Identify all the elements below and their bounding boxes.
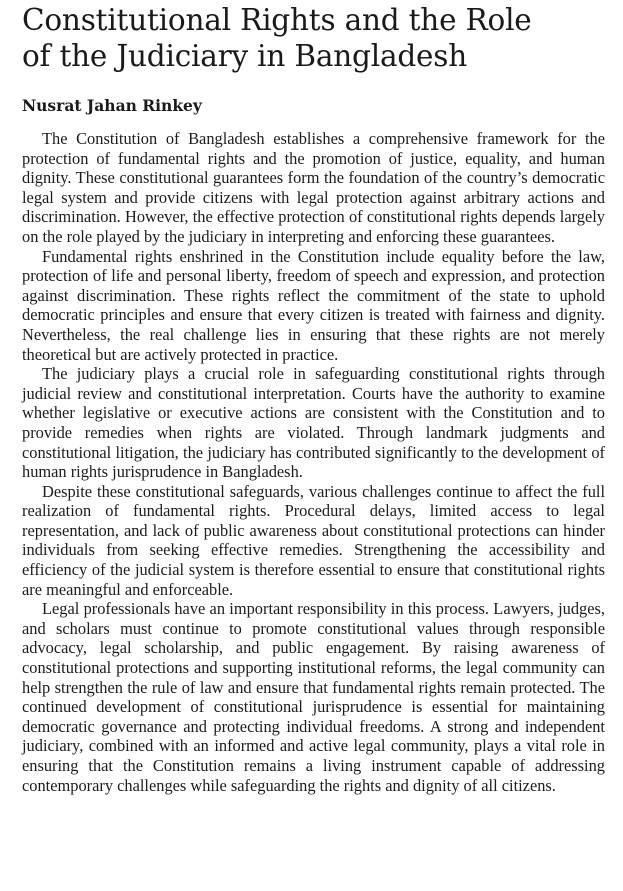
- paragraph: The Constitution of Bangladesh establishes a comprehensive framework for the protection of fundamental rights and the promotion of justice, equality, and human dignity. These constitutional guarantees form the foundation of the country’s democratic legal system and provide citizens with legal protection against arbitrary actions and discrimination. However, the effective protection of constitutional rights depends largely on the role played by the judiciary in interpreting and enforcing these guarantees.: [22, 129, 605, 246]
- article-title: [22, 2, 605, 74]
- paragraph: Fundamental rights enshrined in the Constitution include equality before the law, protection of life and personal liberty, freedom of speech and expression, and protection against discrimination. These rights reflect the commitment of the state to uphold democratic principles and ensure that every citizen is treated with fairness and dignity. Nevertheless, the real challenge lies in ensuring that these rights are not merely theoretical but are actively protected in practice.: [22, 246, 605, 364]
- article-body: [22, 129, 605, 795]
- paragraph: The judiciary plays a crucial role in safeguarding constitutional rights through judicial review and constitutional interpretation. Courts have the authority to examine whether legislative or executive actions are consistent with the Constitution and to provide remedies when rights are violated. Through landmark judgments and constitutional litigation, the judiciary has contributed significantly to the development of human rights jurisprudence in Bangladesh.: [22, 364, 605, 482]
- paragraph: Legal professionals have an important responsibility in this process. Lawyers, judges, and scholars must continue to promote constitutional values through responsible advocacy, legal scholarship, and public engagement. By raising awareness of constitutional protections and supporting institutional reforms, the legal community can help strengthen the rule of law and ensure that fundamental rights remain protected. The continued development of constitutional jurisprudence is essential for maintaining democratic governance and protecting individual freedoms. A strong and independent judiciary, combined with an informed and active legal community, plays a vital role in ensuring that the Constitution remains a living instrument capable of addressing contemporary challenges while safeguarding the rights and dignity of all citizens.: [22, 599, 605, 795]
- author-byline: Nusrat Jahan Rinkey: [22, 96, 202, 115]
- paragraph: Despite these constitutional safeguards, various challenges continue to affect the full realization of fundamental rights. Procedural delays, limited access to legal representation, and lack of public awareness about constitutional protections can hinder individuals from seeking effective remedies. Strengthening the accessibility and efficiency of the judicial system is therefore essential to ensure that constitutional rights are meaningful and enforceable.: [22, 481, 605, 599]
- article-title-line-2: of the Judiciary in Bangladesh: [22, 39, 468, 73]
- article-title-line-1: Constitutional Rights and the Role: [22, 3, 532, 37]
